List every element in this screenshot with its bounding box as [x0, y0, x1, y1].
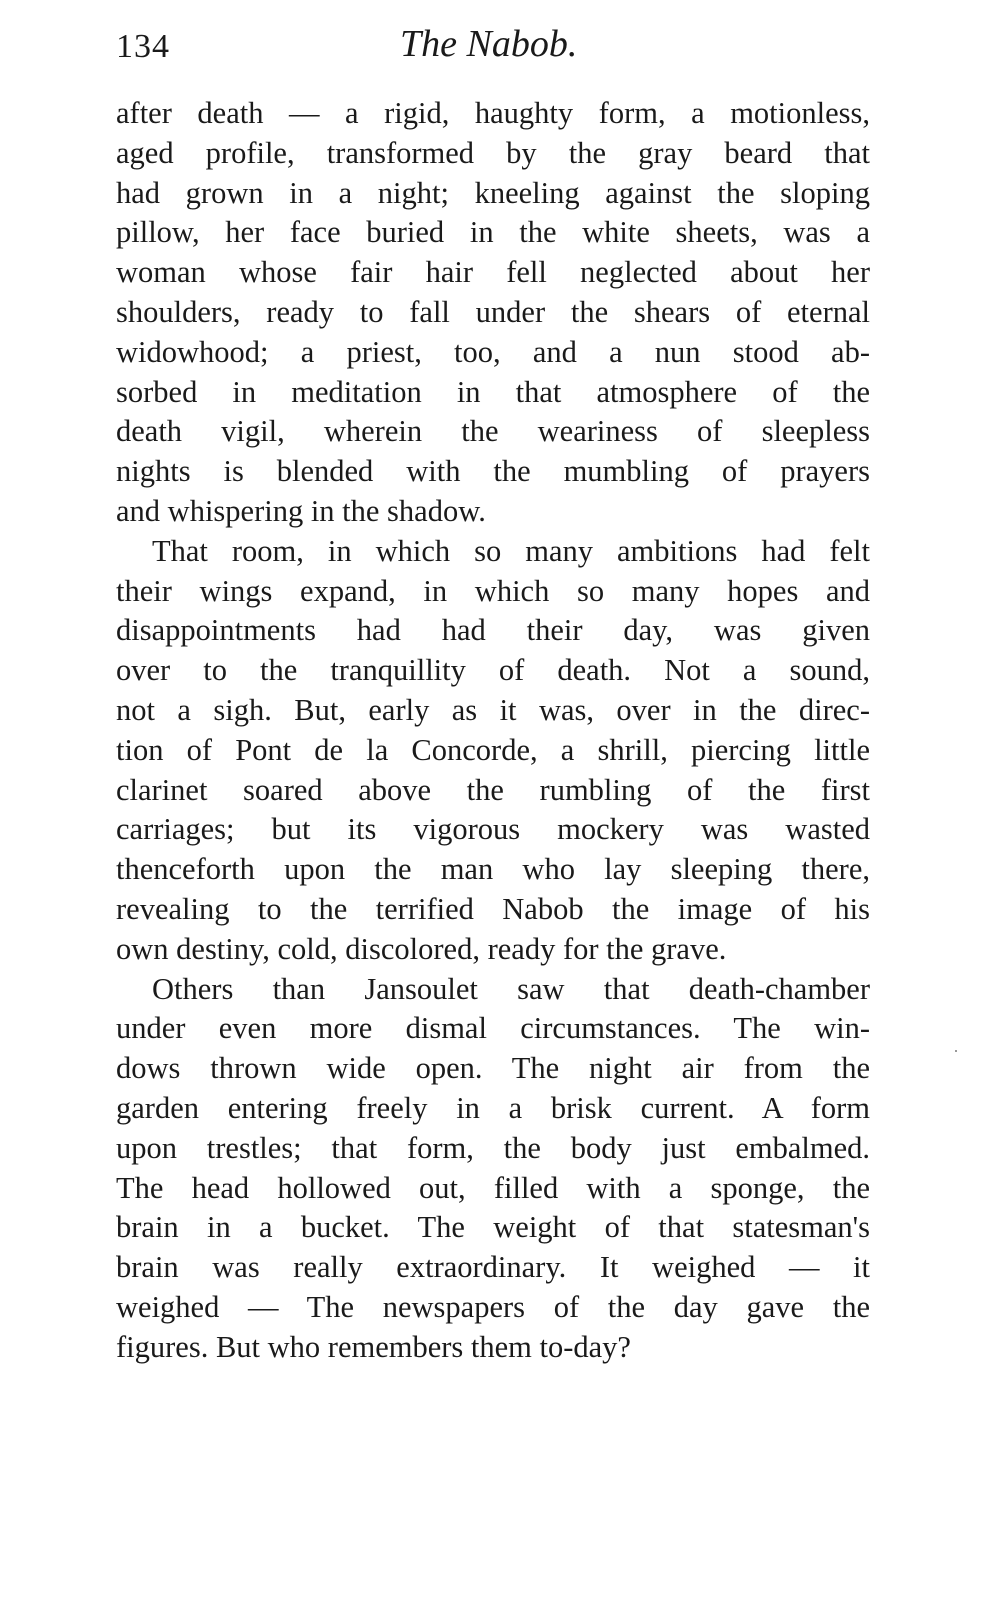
text-line: not a sigh. But, early as it was, over in the direc- [116, 692, 870, 727]
text-line: and whispering in the shadow. [116, 493, 486, 528]
text-line: under even more dismal circumstances. The win- [116, 1011, 870, 1046]
text-line: garden entering freely in a brisk current. A form [116, 1090, 870, 1125]
text-line: their wings expand, in which so many hopes and [116, 573, 870, 608]
text-line: nights is blended with the mumbling of prayers [116, 454, 870, 489]
text-line: brain was really extraordinary. It weighed — it [116, 1250, 870, 1285]
text-line: death vigil, wherein the weariness of sleepless [116, 414, 870, 449]
text-line: widowhood; a priest, too, and a nun stood ab- [116, 334, 870, 369]
text-line: over to the tranquillity of death. Not a sound, [116, 653, 870, 688]
paragraph-3 [116, 970, 870, 1368]
scan-speck [955, 1050, 957, 1052]
body-text [116, 94, 870, 1368]
text-line: weighed — The newspapers of the day gave the [116, 1289, 870, 1324]
text-line: carriages; but its vigorous mockery was wasted [116, 812, 870, 847]
text-line: disappointments had had their day, was given [116, 613, 870, 648]
text-line: tion of Pont de la Concorde, a shrill, piercing little [116, 732, 870, 767]
text-line: thenceforth upon the man who lay sleeping there, [116, 852, 870, 887]
text-line: brain in a bucket. The weight of that statesman's [116, 1210, 870, 1245]
paragraph-1 [116, 94, 870, 532]
text-line: woman whose fair hair fell neglected about her [116, 255, 870, 290]
text-line: had grown in a night; kneeling against the sloping [116, 175, 870, 210]
text-line: That room, in which so many ambitions had felt [152, 533, 870, 568]
page-number: 134 [116, 28, 170, 65]
text-line: dows thrown wide open. The night air from the [116, 1051, 870, 1086]
text-line: figures. But who remembers them to-day? [116, 1329, 631, 1364]
text-line: after death — a rigid, haughty form, a motionless, [116, 96, 870, 130]
text-line: clarinet soared above the rumbling of the first [116, 772, 870, 807]
text-line: upon trestles; that form, the body just embalmed. [116, 1130, 870, 1165]
text-line: Others than Jansoulet saw that death-chamber [152, 971, 870, 1006]
text-line: revealing to the terrified Nabob the image of his [116, 891, 870, 926]
paragraph-2 [116, 532, 870, 970]
text-line: shoulders, ready to fall under the shears of eternal [116, 294, 870, 329]
text-line: own destiny, cold, discolored, ready for the grave. [116, 931, 727, 966]
text-line: sorbed in meditation in that atmosphere of the [116, 374, 870, 409]
running-title: The Nabob. [400, 23, 578, 65]
text-line: The head hollowed out, filled with a sponge, the [116, 1170, 870, 1205]
text-line: aged profile, transformed by the gray beard that [116, 135, 870, 170]
text-line: pillow, her face buried in the white sheets, was a [116, 215, 870, 250]
